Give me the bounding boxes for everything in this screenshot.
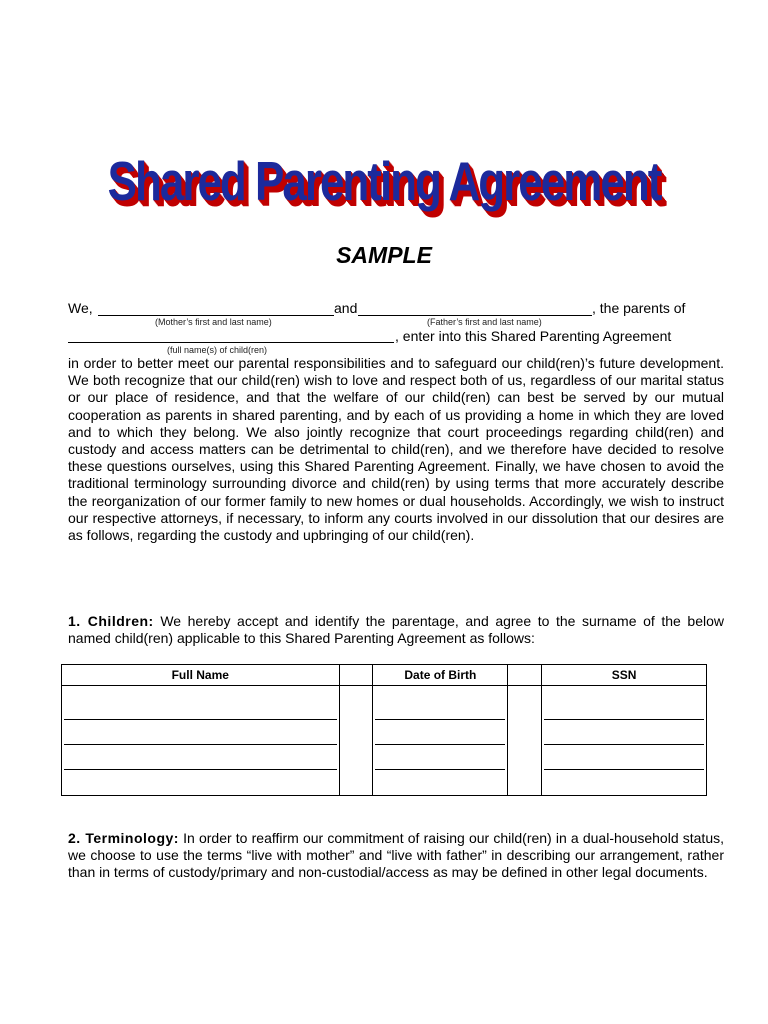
children-names-hint: (full name(s) of child(ren) [167, 345, 268, 355]
section-terminology-text: In order to reaffirm our commitment of raising our child(ren) in a dual-household status, we choose to use the terms “live with mother” and “live with father” in describing our arrangement, rather than in terms of custody/primary and non-custodial/access as may be defined in other legal documents. [68, 830, 724, 881]
mother-name-field[interactable] [98, 315, 334, 316]
children-names-field[interactable] [68, 342, 394, 343]
section-children-text: We hereby accept and identify the parentage, and agree to the surname of the below named child(ren) applicable to this Shared Parenting Agreement as follows: [68, 613, 724, 647]
document-title: Shared Parenting Agreement [107, 150, 661, 212]
header-full-name: Full Name [62, 665, 340, 686]
section-children-heading: 1. Children: [68, 613, 154, 629]
section-terminology-heading: 2. Terminology: [68, 830, 179, 846]
children-table [61, 664, 707, 796]
header-ssn: SSN [542, 665, 707, 686]
table-header-row [62, 665, 707, 686]
and-label: and [334, 300, 358, 316]
table-row [62, 745, 707, 770]
table-row [62, 686, 707, 721]
father-name-hint: (Father’s first and last name) [427, 317, 542, 327]
enter-into-label: , enter into this Shared Parenting Agreement [395, 328, 672, 344]
father-name-field[interactable] [358, 315, 592, 316]
we-label: We, [68, 300, 93, 316]
table-row [62, 720, 707, 745]
section-terminology [68, 830, 724, 882]
header-date-of-birth: Date of Birth [373, 665, 508, 686]
table-row [62, 770, 707, 796]
mother-name-hint: (Mother’s first and last name) [155, 317, 272, 327]
intro-paragraph: in order to better meet our parental responsibilities and to safeguard our child(ren)’s future development. We both recognize that our child(ren) wish to love and respect both of us, regardless of our marital status or our place of residence, and that the welfare of our child(ren) can best be served by our mutual cooperation as parents in shared parenting, and by each of us providing a home in which they are loved and to which they belong. We also jointly recognize that court proceedings regarding child(ren) and custody and access matters can be detrimental to child(ren), and we therefore have decided to resolve these questions ourselves, using this Shared Parenting Agreement. Finally, we have chosen to avoid the traditional terminology surrounding divorce and child(ren) by using terms that more accurately describe the reorganization of our former family to new homes or dual households. Accordingly, we wish to instruct our respective attorneys, if necessary, to inform any courts involved in our dissolution that our desires are as follows, regarding the custody and upbringing of our child(ren). [68, 355, 724, 544]
section-children [68, 613, 724, 647]
parents-of-label: , the parents of [592, 300, 686, 316]
header-spacer [508, 665, 542, 686]
header-spacer [339, 665, 373, 686]
sample-label: SAMPLE [336, 242, 432, 268]
